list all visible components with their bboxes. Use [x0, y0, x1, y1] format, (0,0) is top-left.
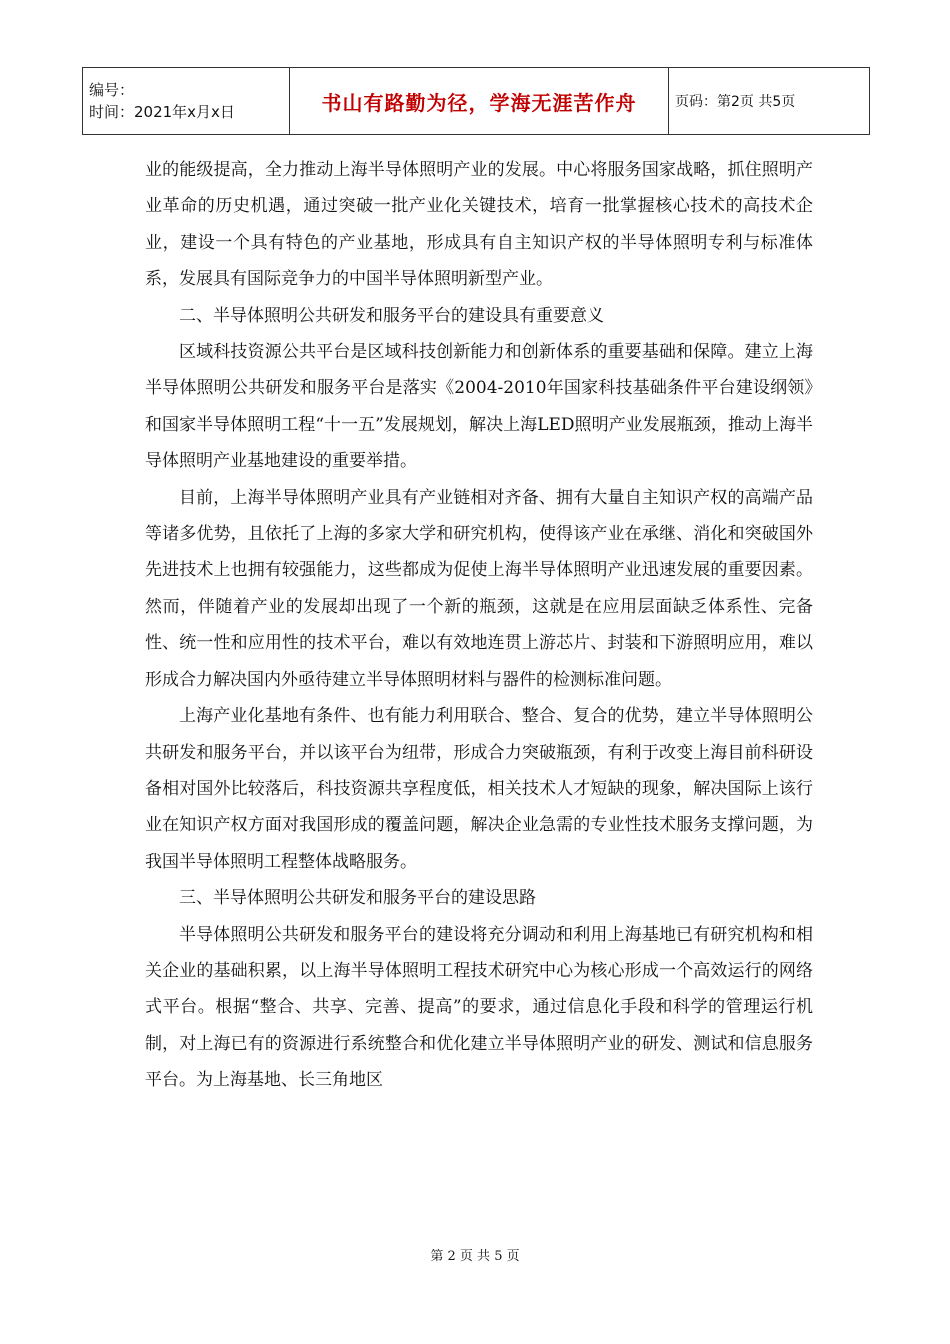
section-heading-3: 三、半导体照明公共研发和服务平台的建设思路 [179, 888, 536, 909]
section-heading-2: 二、半导体照明公共研发和服务平台的建设具有重要意义 [179, 305, 604, 326]
header-motto: 书山有路勤为径，学海无涯苦作舟 [290, 68, 669, 135]
paragraph-continued: 业的能级提高，全力推动上海半导体照明产业的发展。中心将服务国家战略，抓住照明产业革命的历史机遇，通过突破一批产业化关键技术，培育一批掌握核心技术的高技术企业，建设一个具有特色的产业基地，形成具有自主知识产权的半导体照明专利与标准体系，发展具有国际竞争力的中国半导体照明新型产业。 [145, 160, 813, 290]
paragraph: 上海产业化基地有条件、也有能力利用联合、整合、复合的优势，建立半导体照明公共研发和服务平台，并以该平台为纽带，形成合力突破瓶颈，有利于改变上海目前科研设备相对国外比较落后，科技资源共享程度低，相关技术人才短缺的现象，解决国际上该行业在知识产权方面对我国形成的覆盖问题，解决企业急需的专业性技术服务支撑问题，为我国半导体照明工程整体战略服务。 [145, 706, 813, 872]
header-page-label: 页码：第2页 共5页 [669, 68, 870, 135]
time-label: 时间：2021年x月x日 [89, 103, 235, 121]
paragraph: 目前，上海半导体照明产业具有产业链相对齐备、拥有大量自主知识产权的高端产品等诸多优势，且依托了上海的多家大学和研究机构，使得该产业在承继、消化和突破国外先进技术上也拥有较强能力，这些都成为促使上海半导体照明产业迅速发展的重要因素。然而，伴随着产业的发展却出现了一个新的瓶颈，这就是在应用层面缺乏体系性、完备性、统一性和应用性的技术平台，难以有效地连贯上游芯片、封装和下游照明应用，难以形成合力解决国内外亟待建立半导体照明材料与器件的检测标准问题。 [145, 487, 813, 690]
paragraph: 区域科技资源公共平台是区域科技创新能力和创新体系的重要基础和保障。建立上海半导体照明公共研发和服务平台是落实《2004-2010年国家科技基础条件平台建设纲领》和国家半导体照明工程“十一五”发展规划，解决上海LED照明产业发展瓶颈，推动上海半导体照明产业基地建设的重要举措。 [145, 342, 813, 472]
number-label: 编号： [89, 81, 135, 99]
page-footer: 第 2 页 共 5 页 [430, 1249, 520, 1264]
header-meta-cell [83, 68, 290, 135]
document-header [82, 67, 870, 135]
document-body [145, 152, 813, 1099]
paragraph: 半导体照明公共研发和服务平台的建设将充分调动和利用上海基地已有研究机构和相关企业的基础积累，以上海半导体照明工程技术研究中心为核心形成一个高效运行的网络式平台。根据“整合、共享、完善、提高”的要求，通过信息化手段和科学的管理运行机制，对上海已有的资源进行系统整合和优化建立半导体照明产业的研发、测试和信息服务平台。为上海基地、长三角地区 [145, 924, 813, 1091]
